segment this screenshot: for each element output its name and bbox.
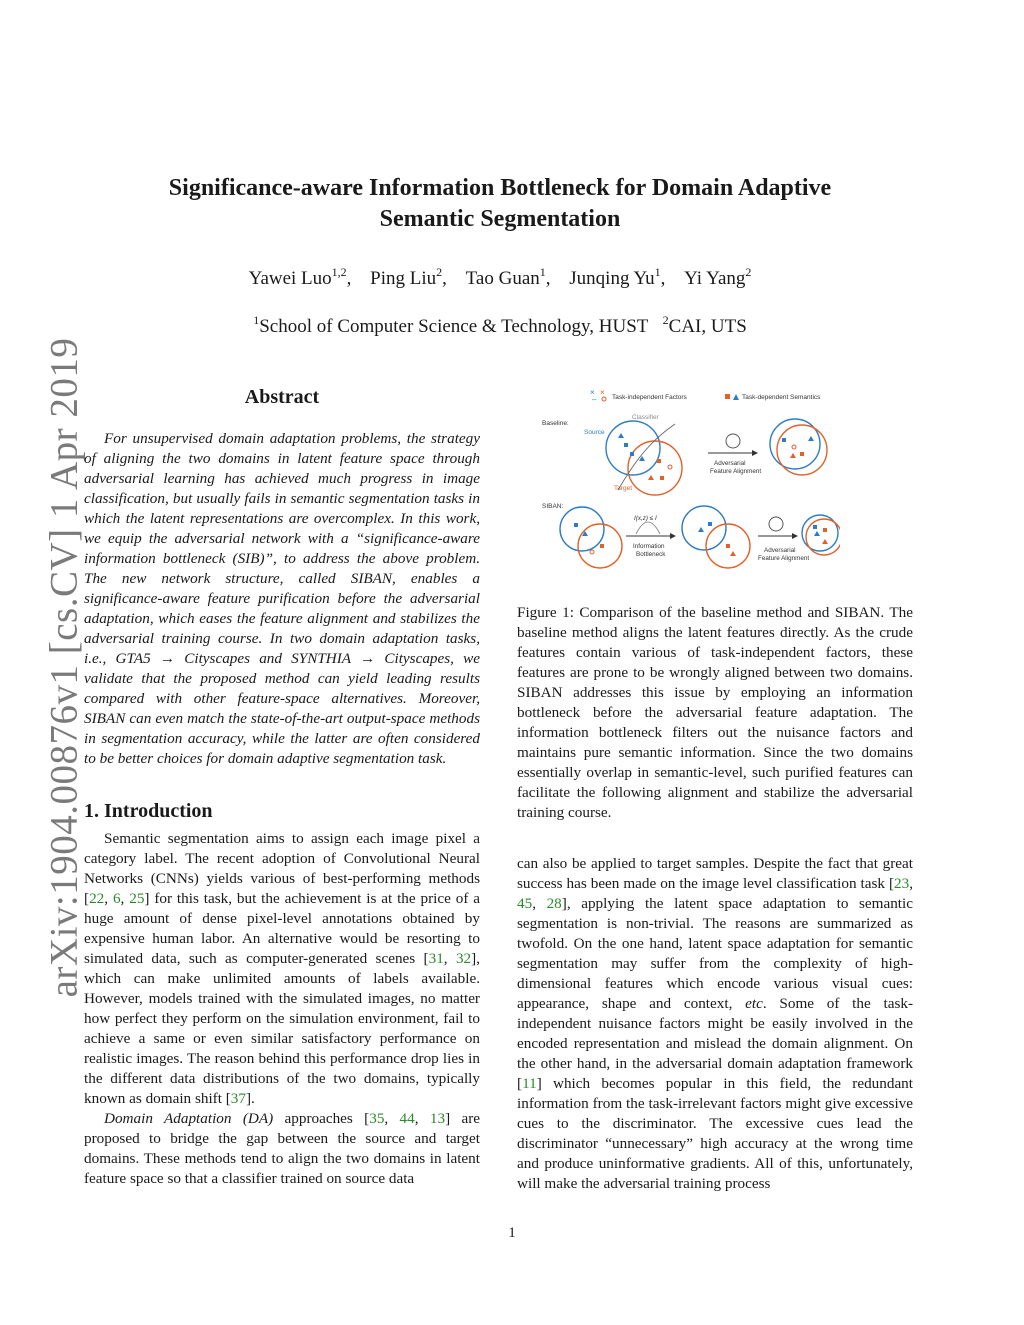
arrow-head-icon xyxy=(792,533,798,539)
adv1-line2: Feature Alignment xyxy=(710,468,762,475)
target-label: Target xyxy=(614,485,633,492)
legend xyxy=(590,388,821,404)
figure-1-diagram xyxy=(530,386,840,576)
purified-source-circle xyxy=(682,506,726,550)
adv2-line2: Feature Alignment xyxy=(758,555,810,562)
citation-link[interactable]: 22 xyxy=(89,890,105,907)
citation-link[interactable]: 6 xyxy=(112,890,121,907)
triangle-icon xyxy=(733,394,739,400)
circle-icon xyxy=(602,397,606,401)
adv1-line1: Adversarial xyxy=(714,460,746,467)
affiliations: $^1$School of Computer Science & Technology, HUST $^2$CAI, UTS xyxy=(253,313,747,337)
intro-paragraph-1: Semantic segmentation aims to assign each image pixel a category label. The recent adoption of Convolutional Neural Networks (CNNs) yields various of best-performing methods [22, 6, 25] for this task, but the achievement is at the price of a huge amount of dense pixel-level annotations obtained by expensive human labor. An alternative would be resorting to simulated data, such as computer-generated scenes [31, 32], which can make unlimited amounts of labels available. However, models trained with the simulated images, no matter how perfect they perform on the simulation environment, fail to achieve a same or even similar satisfactory performance on realistic images. The reason behind this performance drop lies in the different data distributions of the two domains, typically known as domain shift [37]. xyxy=(84,830,481,1107)
abstract-heading: Abstract xyxy=(244,386,320,408)
page-number: 1 xyxy=(508,1225,516,1241)
bottleneck-curve xyxy=(636,522,660,534)
author: Tao Guan$^1$, xyxy=(465,265,551,289)
cross-icon: × xyxy=(590,388,595,397)
aligned-points xyxy=(782,436,814,458)
target-domain-circle xyxy=(628,441,682,495)
citation-link[interactable]: 23 xyxy=(894,875,910,892)
arrow-head-icon xyxy=(752,450,758,456)
figure-caption: Figure 1: Comparison of the baseline method and SIBAN. The baseline method aligns the latent features directly. As the crude features contain various of task-independent factors, these features are prone to be wrongly aligned between two domains. SIBAN addresses this issue by employing an information bottleneck before the adversarial feature adaptation. The information bottleneck filters out the nuisance factors and maintains pure semantic information. Since the two domains essentially overlap in semantic-level, such purified features can facilitate the following alignment and stabilize the adversarial training course. xyxy=(517,604,913,821)
discriminator-icon xyxy=(769,517,783,531)
citation-link[interactable]: 28 xyxy=(546,895,562,912)
citation-link[interactable]: 35 xyxy=(369,1110,385,1127)
legend-label-left: Task-independent Factors xyxy=(612,394,687,401)
citation-link[interactable]: 37 xyxy=(230,1090,246,1107)
citation-link[interactable]: 31 xyxy=(428,950,444,967)
intro-paragraph-2: Domain Adaptation (DA) approaches [35, 44, 13] are proposed to bridge the gap between the source and target domains. These methods tend to align the two domains in latent feature space so that a classifier trained on source data xyxy=(84,1110,480,1187)
ib-formula: I(x,z) ≤ I xyxy=(634,515,657,522)
title-line-1: Significance-aware Information Bottleneck for Domain Adaptive xyxy=(168,175,832,201)
arrow-head-icon xyxy=(670,533,676,539)
final-target-circle xyxy=(806,519,840,555)
ib-line1: Information xyxy=(633,543,665,550)
right-column-body xyxy=(517,854,913,1194)
citation-link[interactable]: 32 xyxy=(455,950,472,967)
baseline-label: Baseline: xyxy=(542,420,569,427)
legend-label-right: Task-dependent Semantics xyxy=(742,394,821,401)
citation-link[interactable]: 25 xyxy=(129,890,145,907)
classifier-label: Classifier xyxy=(632,414,659,421)
author: Ping Liu$^2$, xyxy=(370,265,447,289)
arxiv-identifier: arXiv:1904.00876v1 [cs.CV] 1 Apr 2019 xyxy=(42,337,86,998)
citation-link[interactable]: 11 xyxy=(522,1075,537,1092)
final-points xyxy=(813,525,828,544)
siban-source-circle xyxy=(560,507,604,551)
square-icon xyxy=(725,394,730,399)
title-line-2: Semantic Segmentation xyxy=(379,206,621,232)
source-label: Source xyxy=(584,429,605,436)
ib-line2: Bottleneck xyxy=(636,551,666,558)
author: Yawei Luo$^{1,2}$, xyxy=(248,265,352,289)
citation-link[interactable]: 13 xyxy=(429,1110,446,1127)
author-list xyxy=(140,265,860,290)
minus-icon: – xyxy=(592,395,597,404)
cross-icon: × xyxy=(600,388,605,397)
abstract-text: For unsupervised domain adaptation problems, the strategy of aligning the two domains in latent feature space through adversarial learning has achieved much progress in image classification, but usually fails in semantic segmentation tasks in which the latent representations are overcomplex. In this work, we equip the adversarial network with a “significance-aware information bottleneck (SIB)”, to address the above problem. The new network structure, called SIBAN, enables a significance-aware feature purification before the adversarial adaptation, which eases the feature alignment and stabilizes the adversarial training course. In two domain adaptation tasks, i.e., GTA5 → Cityscapes and SYNTHIA → Cityscapes, we validate that the proposed method can yield leading results compared with other feature-space alternatives. Moreover, SIBAN can even match the state-of-the-art output-space methods in segmentation accuracy, while the latter are often considered to be better choices for domain adaptive segmentation task. xyxy=(84,430,480,767)
discriminator-icon xyxy=(726,434,740,448)
classifier-boundary xyxy=(618,424,675,490)
paper-title xyxy=(140,173,860,235)
adv2-line1: Adversarial xyxy=(764,547,796,554)
right-paragraph: can also be applied to target samples. Despite the fact that great success has been made on the image level classification task [23, 45, 28], applying the latent space adaptation to semantic segmentation is non-trivial. The reasons are summarized as twofold. On the one hand, latent space adaptation for semantic segmentation may suffer from the complexity of high-dimensional features which encode various visual cues: appearance, shape and context, etc. Some of the task-independent nuisance factors might be easily involved in the encoded representation and mislead the domain alignment. On the other hand, in the adversarial domain adaptation framework [11] which becomes popular in this field, the redundant information from the task-irrelevant factors might give excessive cues to the discriminator. The excessive cues lead the discriminator “unnecessary” high accuracy at the wrong time and produce uninformative gradients. All of this, unfortunately, will make the adversarial training process xyxy=(517,855,914,1192)
citation-link[interactable]: 45 xyxy=(517,895,533,912)
introduction-body xyxy=(84,829,480,1189)
section-heading: 1. Introduction xyxy=(84,800,213,822)
author: Junqing Yu$^1$, xyxy=(569,265,666,289)
citation-link[interactable]: 44 xyxy=(399,1110,415,1127)
siban-label: SIBAN: xyxy=(542,503,564,510)
author: Yi Yang$^2$ xyxy=(684,265,752,289)
